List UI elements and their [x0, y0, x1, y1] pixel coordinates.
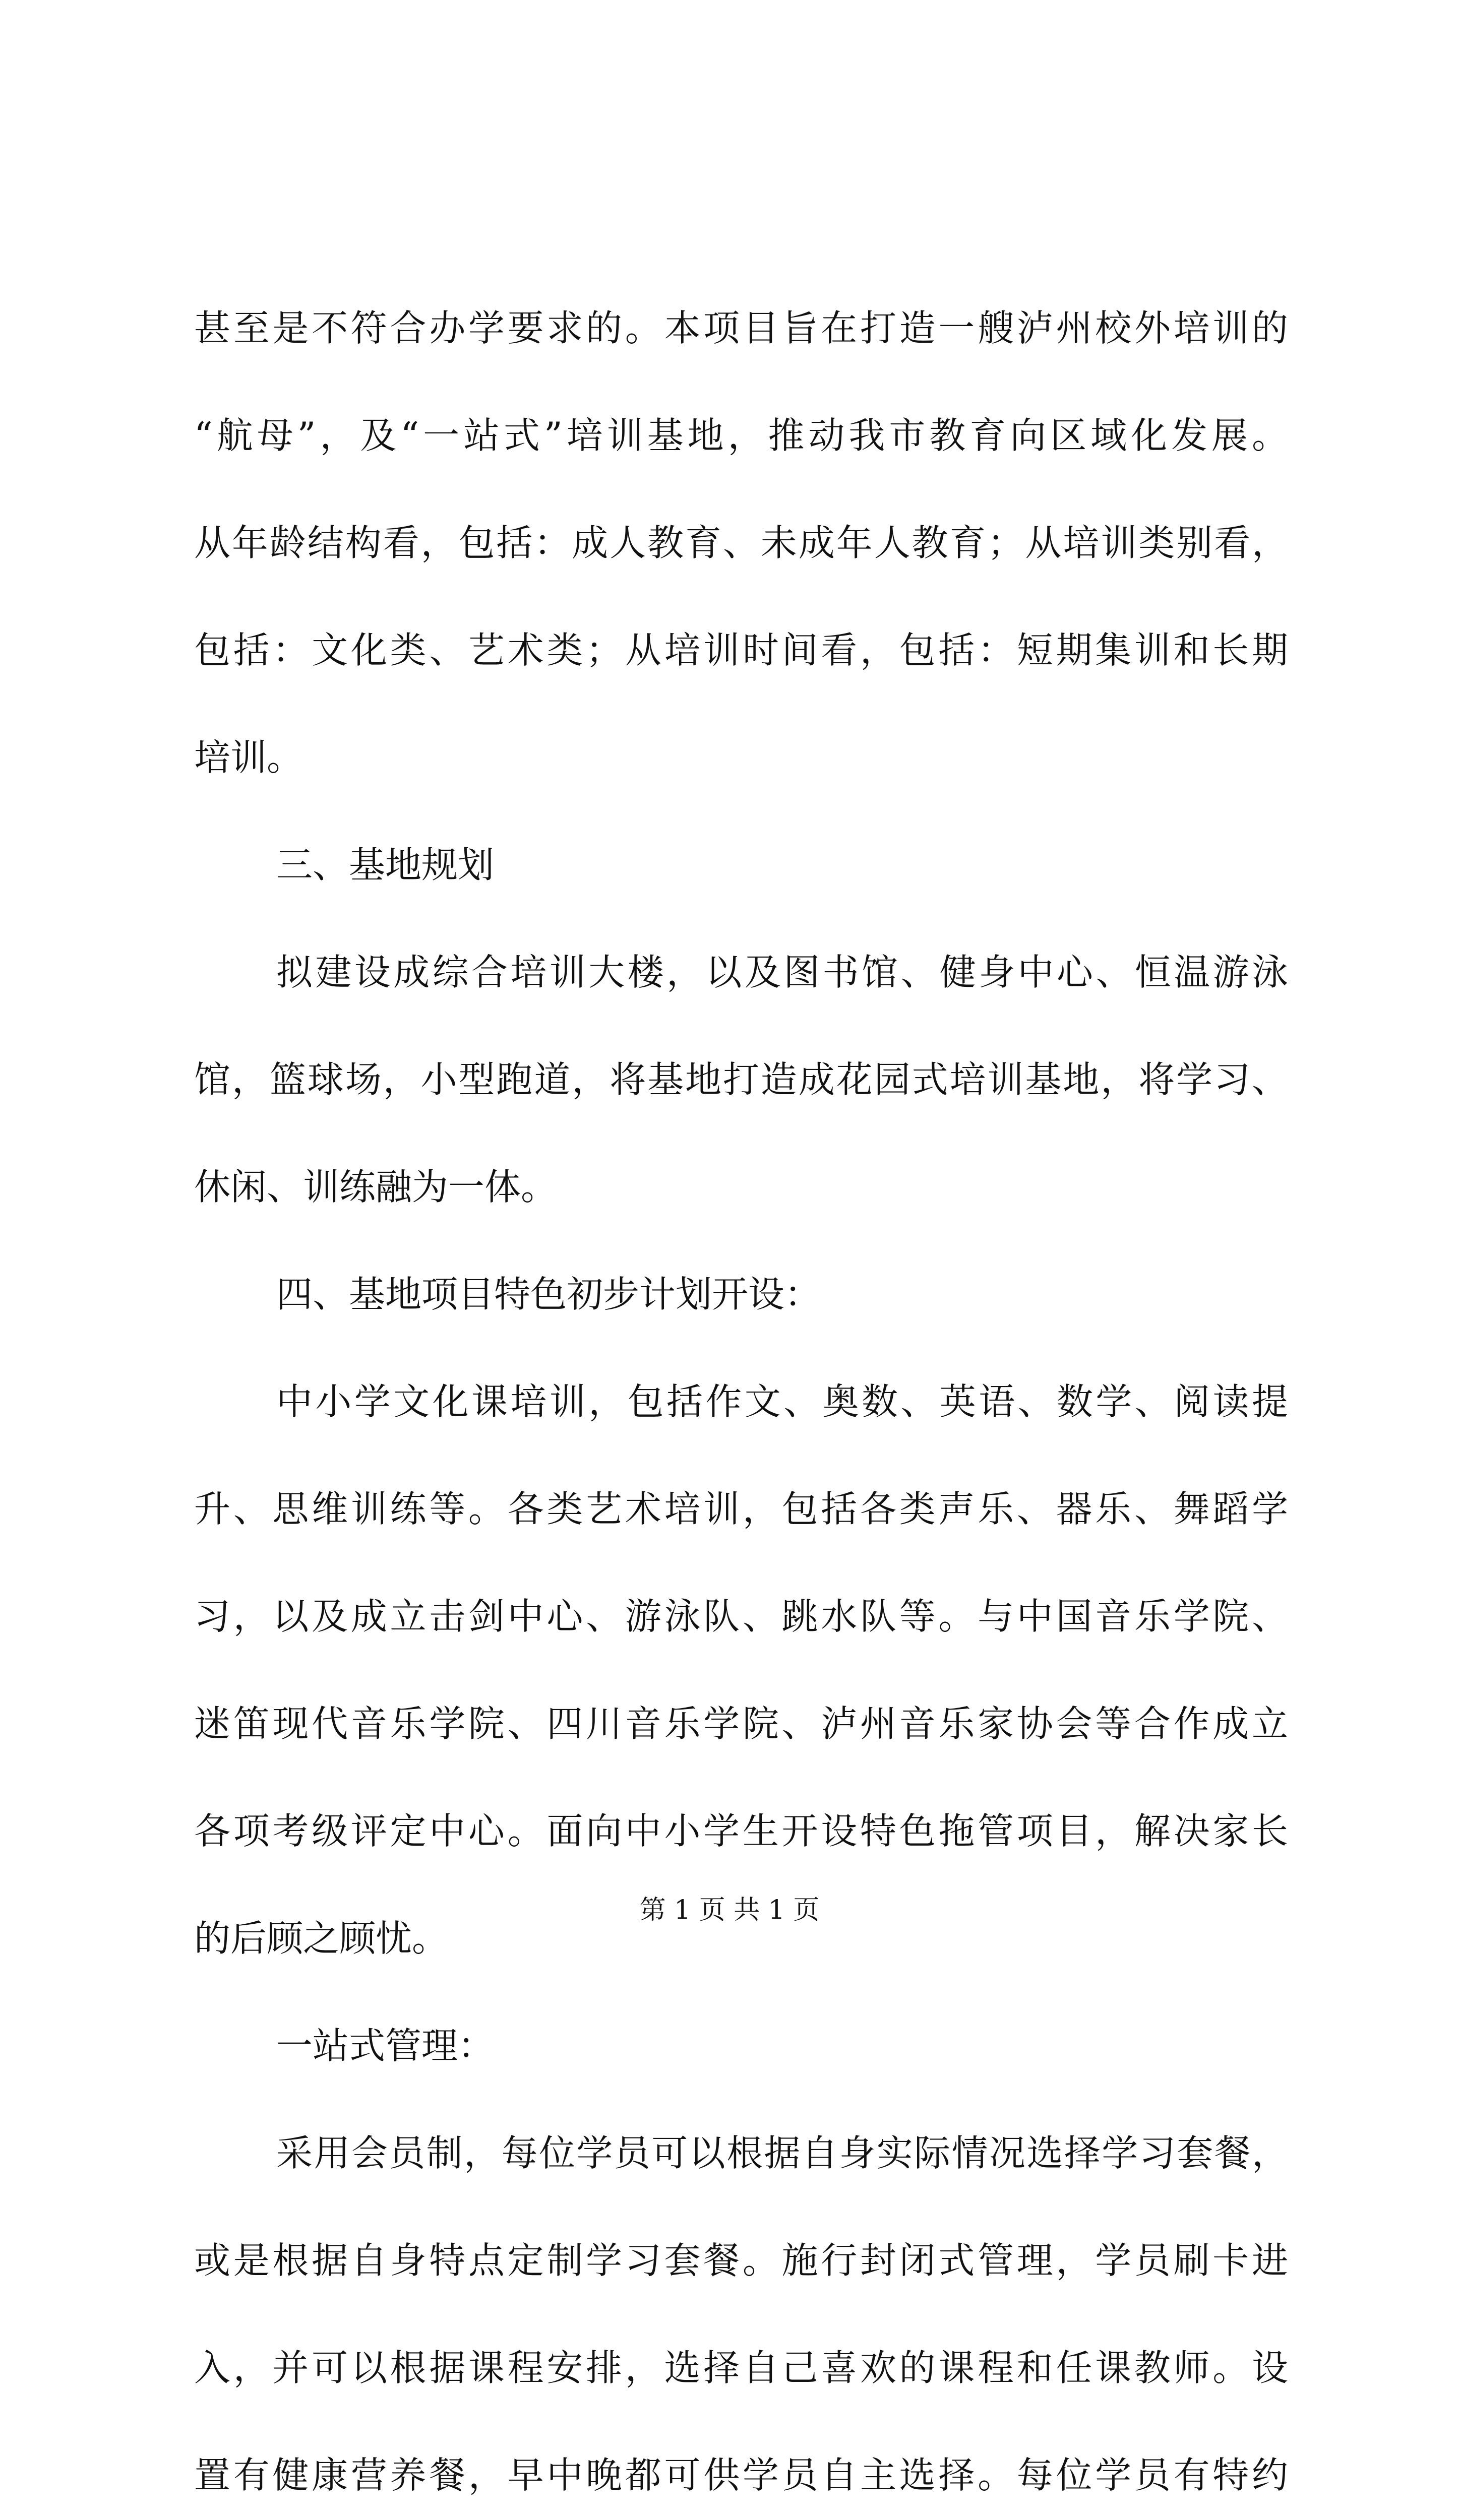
text-line: 采用会员制，每位学员可以根据自身实际情况选择学习套餐， [276, 2132, 1288, 2174]
page-footer: 第 1 页 共 1 页 [639, 1895, 820, 1925]
text-line: 习，以及成立击剑中心、游泳队、跳水队等。与中国音乐学院、 [194, 1595, 1288, 1637]
text-line: 置有健康营养餐，早中晚都可供学员自主选择。每位学员有特约 [194, 2454, 1288, 2496]
text-line: 四、基地项目特色初步计划开设： [276, 1273, 821, 1315]
text-line: 三、基地规划 [276, 844, 495, 886]
text-line: 升、思维训练等。各类艺术培训，包括各类声乐、器乐、舞蹈学 [194, 1488, 1288, 1530]
text-line: 甚至是不符合办学要求的。本项目旨在打造一艘泸州校外培训的 [194, 307, 1288, 349]
text-line: 培训。 [194, 736, 303, 779]
text-line: 的后顾之顾忧。 [194, 1917, 449, 1960]
text-line: 各项考级评定中心。面向中小学生开设特色拖管项目，解决家长 [194, 1810, 1288, 1852]
text-line: 入，并可以根据课程安排，选择自己喜欢的课程和任课教师。设 [194, 2347, 1288, 2389]
text-line: 一站式管理： [276, 2025, 495, 2067]
text-line: “航母”，及“一站式”培训基地，推动我市教育向区域化发展。 [194, 414, 1288, 457]
text-line: 或是根据自身特点定制学习套餐。施行封闭式管理，学员刷卡进 [194, 2239, 1288, 2282]
text-line: 休闲、训练融为一体。 [194, 1166, 558, 1208]
text-line: 从年龄结构看，包括：成人教育、未成年人教育；从培训类别看， [194, 522, 1288, 564]
text-line: 中小学文化课培训，包括作文、奥数、英语、数学、阅读提 [276, 1380, 1288, 1423]
text-line: 包括：文化类、艺术类；从培训时间看，包括：短期集训和长期 [194, 629, 1288, 671]
text-line: 拟建设成综合培训大楼，以及图书馆、健身中心、恒温游泳 [276, 951, 1288, 993]
document-body [194, 275, 1288, 2520]
text-line: 迷笛现代音乐学院、四川音乐学院、泸州音乐家协会等合作成立 [194, 1703, 1288, 1745]
text-line: 馆，篮球场，小型跑道，将基地打造成花园式培训基地，将学习、 [194, 1058, 1288, 1101]
